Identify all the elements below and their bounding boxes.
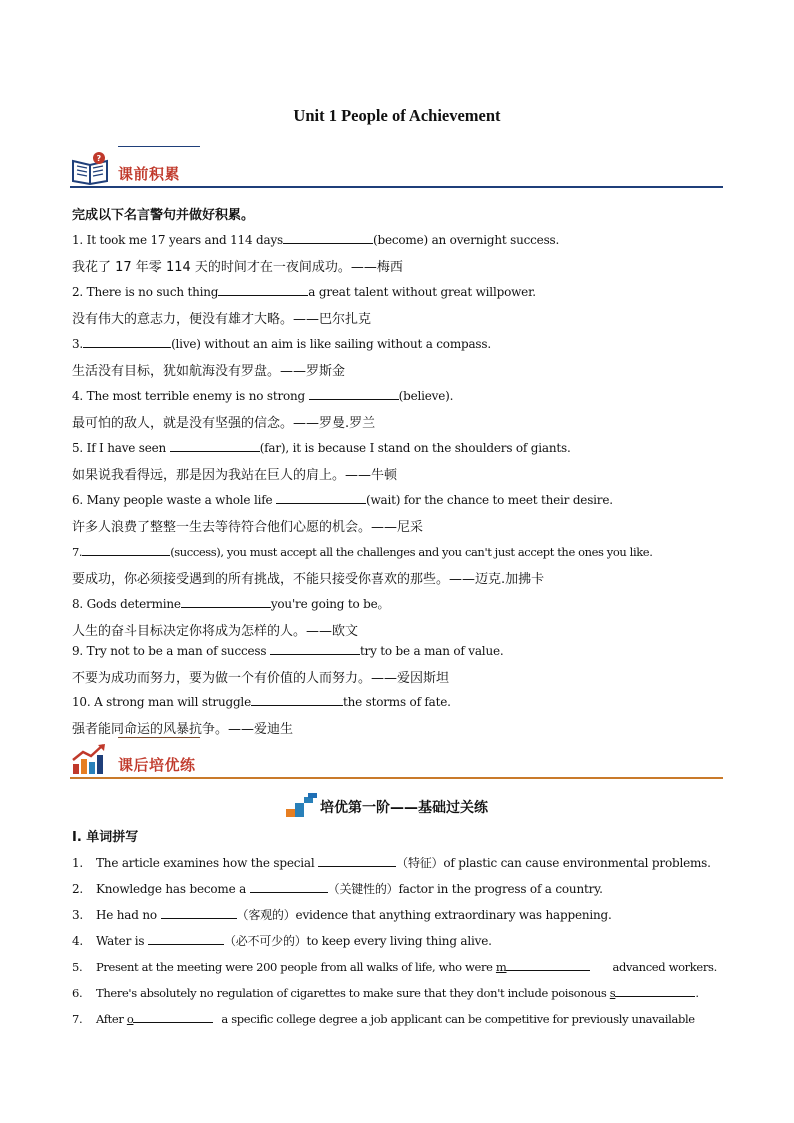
- exercise-4: 4. Water is （必不可少的）to keep every living thing alive.: [72, 934, 492, 948]
- header-top-line: [118, 146, 200, 147]
- book-icon: [70, 151, 110, 185]
- exercise-2: 2. Knowledge has become a （关键性的）factor in the progress of a country.: [72, 882, 603, 896]
- quote-1-translation: 我花了 17 年零 114 天的时间才在一夜间成功。——梅西: [72, 260, 403, 275]
- quote-6-translation: 许多人浪费了整整一生去等待符合他们心愿的机会。——尼采: [72, 520, 424, 535]
- exercise-3: 3. He had no （客观的）evidence that anything extraordinary was happening.: [72, 908, 612, 922]
- quote-8-translation: 人生的奋斗目标决定你将成为怎样的人。——欧文: [72, 624, 359, 639]
- quote-7-translation: 要成功，你必须接受遇到的所有挑战，不能只接受你喜欢的那些。——迈克.加拂卡: [72, 572, 545, 587]
- quote-8: 8. Gods determine you're going to be。: [72, 597, 390, 611]
- answer-blank[interactable]: [318, 854, 396, 867]
- answer-blank[interactable]: [276, 491, 366, 504]
- quote-2: 2. There is no such thing a great talent without great willpower.: [72, 285, 536, 299]
- page-title: Unit 1 People of Achievement: [293, 106, 501, 125]
- answer-blank[interactable]: [615, 984, 695, 997]
- stairs-icon: [284, 793, 320, 819]
- answer-blank[interactable]: [250, 880, 328, 893]
- quote-7: 7. (success), you must accept all the challenges and you can't just accept the ones you like.: [72, 545, 653, 559]
- answer-blank[interactable]: [270, 642, 360, 655]
- intro-text: 完成以下名言警句并做好积累。: [72, 208, 255, 223]
- answer-blank[interactable]: [83, 335, 171, 348]
- section-label: 课前积累: [118, 165, 181, 183]
- answer-blank[interactable]: [218, 283, 308, 296]
- tier-label: 培优第一阶——基础过关练: [320, 800, 488, 816]
- section-label: 课后培优练: [118, 756, 196, 774]
- header-rule: [70, 186, 723, 188]
- quote-4-translation: 最可怕的敌人，就是没有坚强的信念。——罗曼.罗兰: [72, 416, 376, 431]
- part-title: I. 单词拼写: [72, 830, 139, 845]
- answer-blank[interactable]: [506, 958, 590, 971]
- exercise-6: 6. There's absolutely no regulation of cigarettes to make sure that they don't include poisonous s .: [72, 986, 699, 1000]
- answer-blank[interactable]: [181, 595, 271, 608]
- exercise-7: 7. After o a specific college degree a job applicant can be competitive for previously unavailable: [72, 1012, 695, 1026]
- quote-3-translation: 生活没有目标，犹如航海没有罗盘。——罗斯金: [72, 364, 346, 379]
- exercise-5: 5. Present at the meeting were 200 people from all walks of life, who were m advanced workers.: [72, 960, 717, 974]
- exercise-1: 1. The article examines how the special （特征）of plastic can cause environmental problems.: [72, 856, 711, 870]
- quote-9: 9. Try not to be a man of success try to be a man of value.: [72, 644, 504, 658]
- answer-blank[interactable]: [133, 1010, 213, 1023]
- quote-10: 10. A strong man will struggle the storms of fate.: [72, 695, 451, 709]
- bar-chart-icon: [70, 742, 110, 776]
- header-rule: [70, 777, 723, 779]
- quote-4: 4. The most terrible enemy is no strong (believe).: [72, 389, 454, 403]
- answer-blank[interactable]: [309, 387, 399, 400]
- quote-5: 5. If I have seen (far), it is because I stand on the shoulders of giants.: [72, 441, 571, 455]
- section-header-before-class: [70, 146, 723, 188]
- quote-10-translation: 强者能同命运的风暴抗争。——爱迪生: [72, 722, 294, 737]
- answer-blank[interactable]: [161, 906, 237, 919]
- answer-blank[interactable]: [148, 932, 224, 945]
- svg-text:?: ?: [96, 154, 102, 163]
- quote-3: 3. (live) without an aim is like sailing without a compass.: [72, 337, 491, 351]
- section-header-after-class: [70, 737, 723, 779]
- answer-blank[interactable]: [82, 543, 170, 556]
- quote-6: 6. Many people waste a whole life (wait) for the chance to meet their desire.: [72, 493, 613, 507]
- quote-2-translation: 没有伟大的意志力，便没有雄才大略。——巴尔扎克: [72, 312, 372, 327]
- quote-9-translation: 不要为成功而努力，要为做一个有价值的人而努力。——爱因斯坦: [72, 671, 450, 686]
- quote-1: 1. It took me 17 years and 114 days (become) an overnight success.: [72, 233, 560, 247]
- answer-blank[interactable]: [283, 231, 373, 244]
- answer-blank[interactable]: [251, 693, 343, 706]
- answer-blank[interactable]: [170, 439, 260, 452]
- tier-heading: [0, 793, 794, 823]
- quote-5-translation: 如果说我看得远，那是因为我站在巨人的肩上。——牛顿: [72, 468, 398, 483]
- header-top-line: [118, 737, 200, 738]
